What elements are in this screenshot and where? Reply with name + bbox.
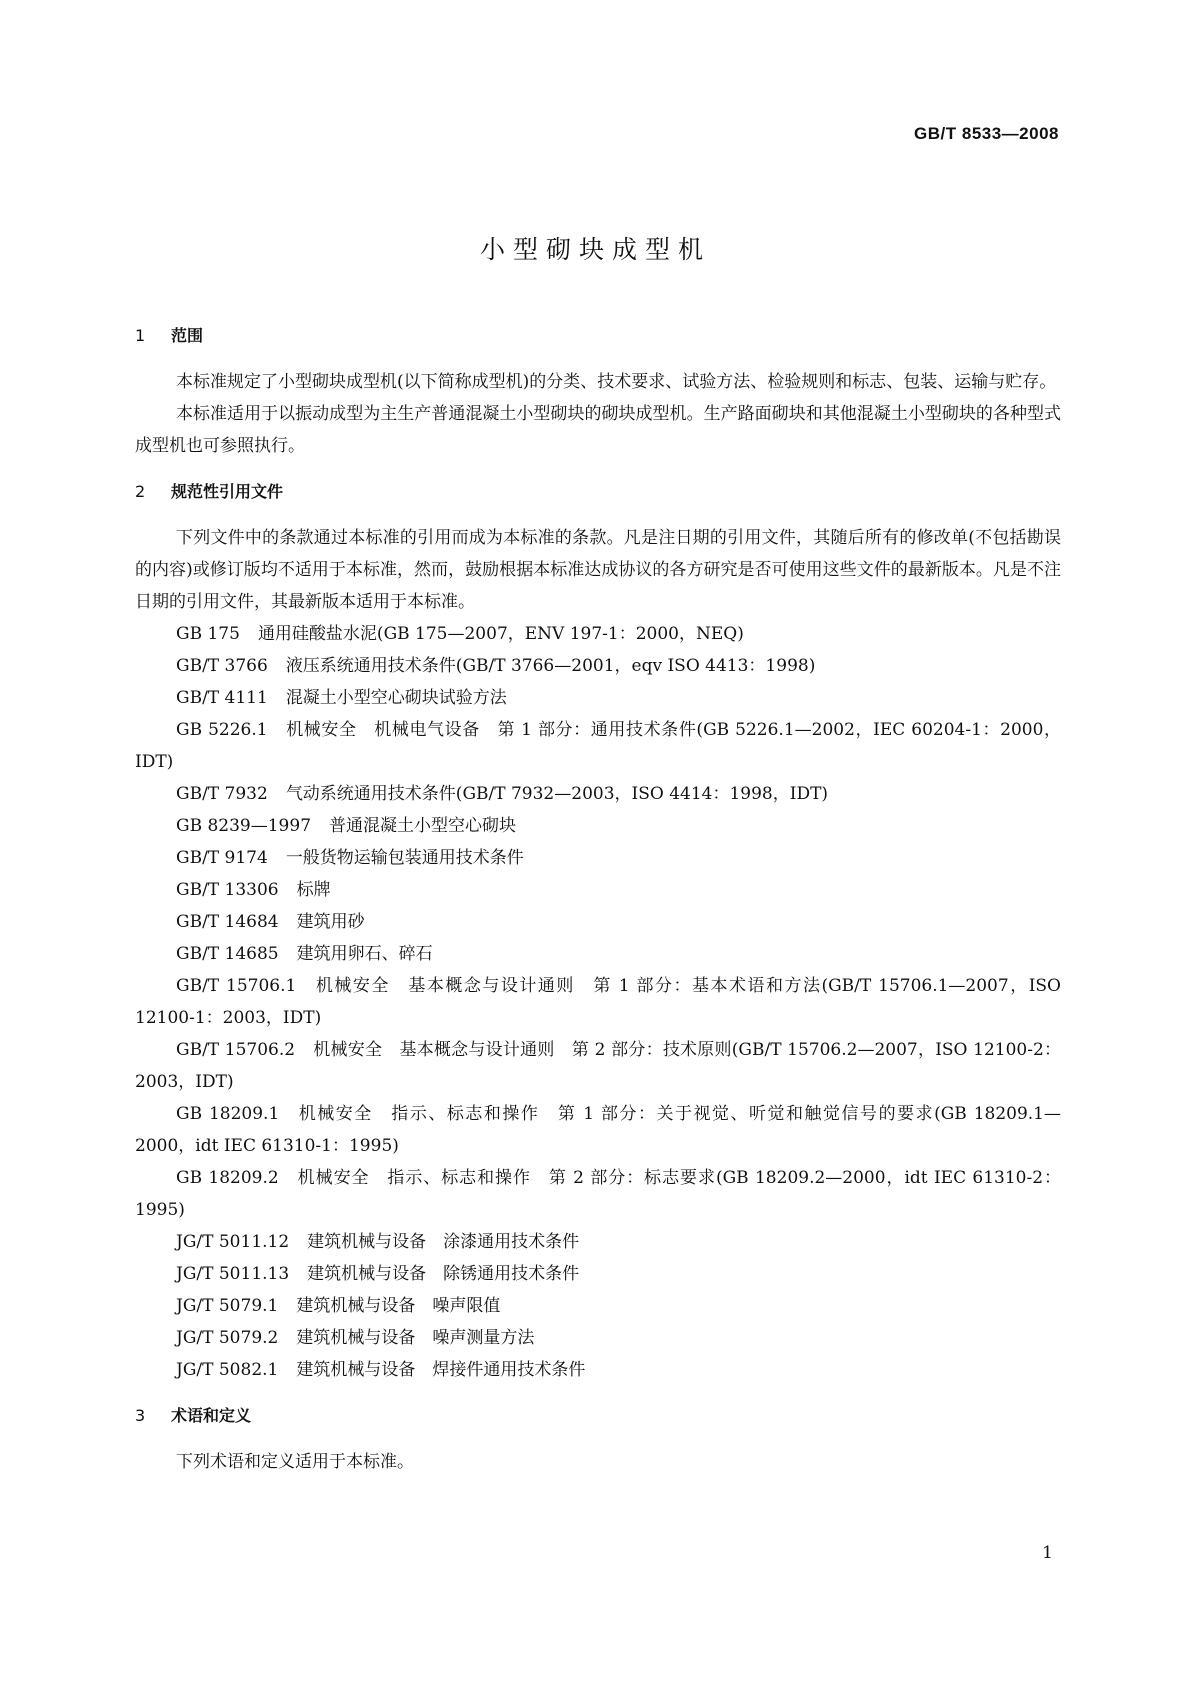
reference-title: 建筑机械与设备 除锈通用技术条件: [307, 1264, 580, 1284]
section-scope: [135, 320, 1061, 462]
reference-code: GB/T 7932: [176, 784, 268, 804]
page-number: 1: [1042, 1543, 1053, 1563]
paragraph: 下列文件中的条款通过本标准的引用而成为本标准的条款。凡是注日期的引用文件，其随后所有的修改单(不包括勘误的内容)或修订版均不适用于本标准，然而，鼓励根据本标准达成协议的各方研究是否可使用这些文件的最新版本。凡是不注日期的引用文件，其最新版本适用于本标准。: [135, 528, 1061, 612]
reference-code: JG/T 5011.13: [176, 1264, 290, 1284]
reference-title: 一般货物运输包装通用技术条件: [285, 848, 524, 868]
reference-item: [135, 618, 1061, 650]
reference-code: GB/T 13306: [176, 880, 279, 900]
reference-item: [135, 1226, 1061, 1258]
reference-code: JG/T 5011.12: [176, 1232, 290, 1252]
reference-item: [135, 1322, 1061, 1354]
reference-code: JG/T 5079.1: [176, 1296, 279, 1316]
standard-code: GB/T 8533—2008: [914, 124, 1059, 143]
reference-title: 机械安全 指示、标志和操作 第 1 部分：关于视觉、听觉和触觉信号的要求(GB 18209.1—2000，idt IEC 61310-1：1995): [135, 1104, 1061, 1156]
reference-code: JG/T 5082.1: [176, 1360, 279, 1380]
reference-item: [135, 1354, 1061, 1386]
section-title: 术语和定义: [171, 1406, 252, 1425]
reference-title: 标牌: [296, 880, 331, 900]
section-heading: [135, 1400, 1061, 1432]
document-title: 小型砌块成型机: [479, 235, 711, 264]
reference-item: [135, 970, 1061, 1034]
reference-item: [135, 938, 1061, 970]
document-body: [135, 320, 1061, 1478]
section-terms-and-definitions: [135, 1400, 1061, 1478]
reference-item: [135, 714, 1061, 778]
reference-item: [135, 1290, 1061, 1322]
section-number: 2: [135, 482, 146, 501]
reference-title: 机械安全 指示、标志和操作 第 2 部分：标志要求(GB 18209.2—2000，idt IEC 61310-2：1995): [135, 1168, 1062, 1220]
reference-title: 建筑机械与设备 噪声限值: [296, 1296, 501, 1316]
paragraph: 下列术语和定义适用于本标准。: [176, 1452, 414, 1472]
reference-title: 气动系统通用技术条件(GB/T 7932—2003，ISO 4414：1998，IDT): [285, 784, 829, 804]
reference-title: 通用硅酸盐水泥(GB 175—2007，ENV 197-1：2000，NEQ): [257, 624, 744, 644]
reference-code: GB/T 14684: [176, 912, 279, 932]
reference-title: 液压系统通用技术条件(GB/T 3766—2001，eqv ISO 4413：1998): [285, 656, 816, 676]
reference-code: GB 5226.1: [176, 720, 268, 740]
reference-code: JG/T 5079.2: [176, 1328, 279, 1348]
reference-title: 建筑用砂: [296, 912, 365, 932]
reference-code: GB/T 14685: [176, 944, 279, 964]
section-normative-references: [135, 476, 1061, 1386]
reference-item: [135, 1162, 1061, 1226]
reference-code: GB/T 15706.1: [176, 976, 297, 996]
section-number: 3: [135, 1406, 146, 1425]
reference-item: [135, 906, 1061, 938]
reference-item: [135, 810, 1061, 842]
reference-code: GB/T 15706.2: [176, 1040, 296, 1060]
reference-code: GB/T 9174: [176, 848, 268, 868]
reference-item: [135, 1258, 1061, 1290]
reference-title: 机械安全 机械电气设备 第 1 部分：通用技术条件(GB 5226.1—2002，IEC 60204-1：2000，IDT): [135, 720, 1061, 772]
reference-code: GB 8239—1997: [176, 816, 312, 836]
reference-code: GB 18209.2: [176, 1168, 279, 1188]
reference-title: 机械安全 基本概念与设计通则 第 1 部分：基本术语和方法(GB/T 15706.1—2007，ISO 12100-1：2003，IDT): [135, 976, 1061, 1028]
section-title: 规范性引用文件: [171, 482, 284, 501]
reference-title: 建筑机械与设备 涂漆通用技术条件: [307, 1232, 580, 1252]
reference-item: [135, 682, 1061, 714]
reference-item: [135, 874, 1061, 906]
section-number: 1: [135, 326, 146, 345]
reference-code: GB/T 4111: [176, 688, 268, 708]
reference-item: [135, 1034, 1061, 1098]
reference-item: [135, 1098, 1061, 1162]
section-heading: [135, 476, 1061, 508]
reference-title: 建筑用卵石、碎石: [296, 944, 433, 964]
reference-code: GB 175: [176, 624, 240, 644]
section-title: 范围: [171, 326, 204, 345]
reference-list: [135, 618, 1061, 1386]
reference-title: 普通混凝土小型空心砌块: [329, 816, 517, 836]
reference-title: 建筑机械与设备 焊接件通用技术条件: [296, 1360, 586, 1380]
section-heading: [135, 320, 1061, 352]
reference-code: GB 18209.1: [176, 1104, 280, 1124]
paragraph: 本标准适用于以振动成型为主生产普通混凝土小型砌块的砌块成型机。生产路面砌块和其他混凝土小型砌块的各种型式成型机也可参照执行。: [135, 404, 1061, 456]
reference-title: 建筑机械与设备 噪声测量方法: [296, 1328, 535, 1348]
reference-item: [135, 650, 1061, 682]
reference-title: 机械安全 基本概念与设计通则 第 2 部分：技术原则(GB/T 15706.2—2007，ISO 12100-2：2003，IDT): [135, 1040, 1062, 1092]
reference-code: GB/T 3766: [176, 656, 268, 676]
paragraph: 本标准规定了小型砌块成型机(以下简称成型机)的分类、技术要求、试验方法、检验规则和标志、包装、运输与贮存。: [176, 372, 1057, 392]
reference-item: [135, 778, 1061, 810]
reference-title: 混凝土小型空心砌块试验方法: [285, 688, 507, 708]
reference-item: [135, 842, 1061, 874]
